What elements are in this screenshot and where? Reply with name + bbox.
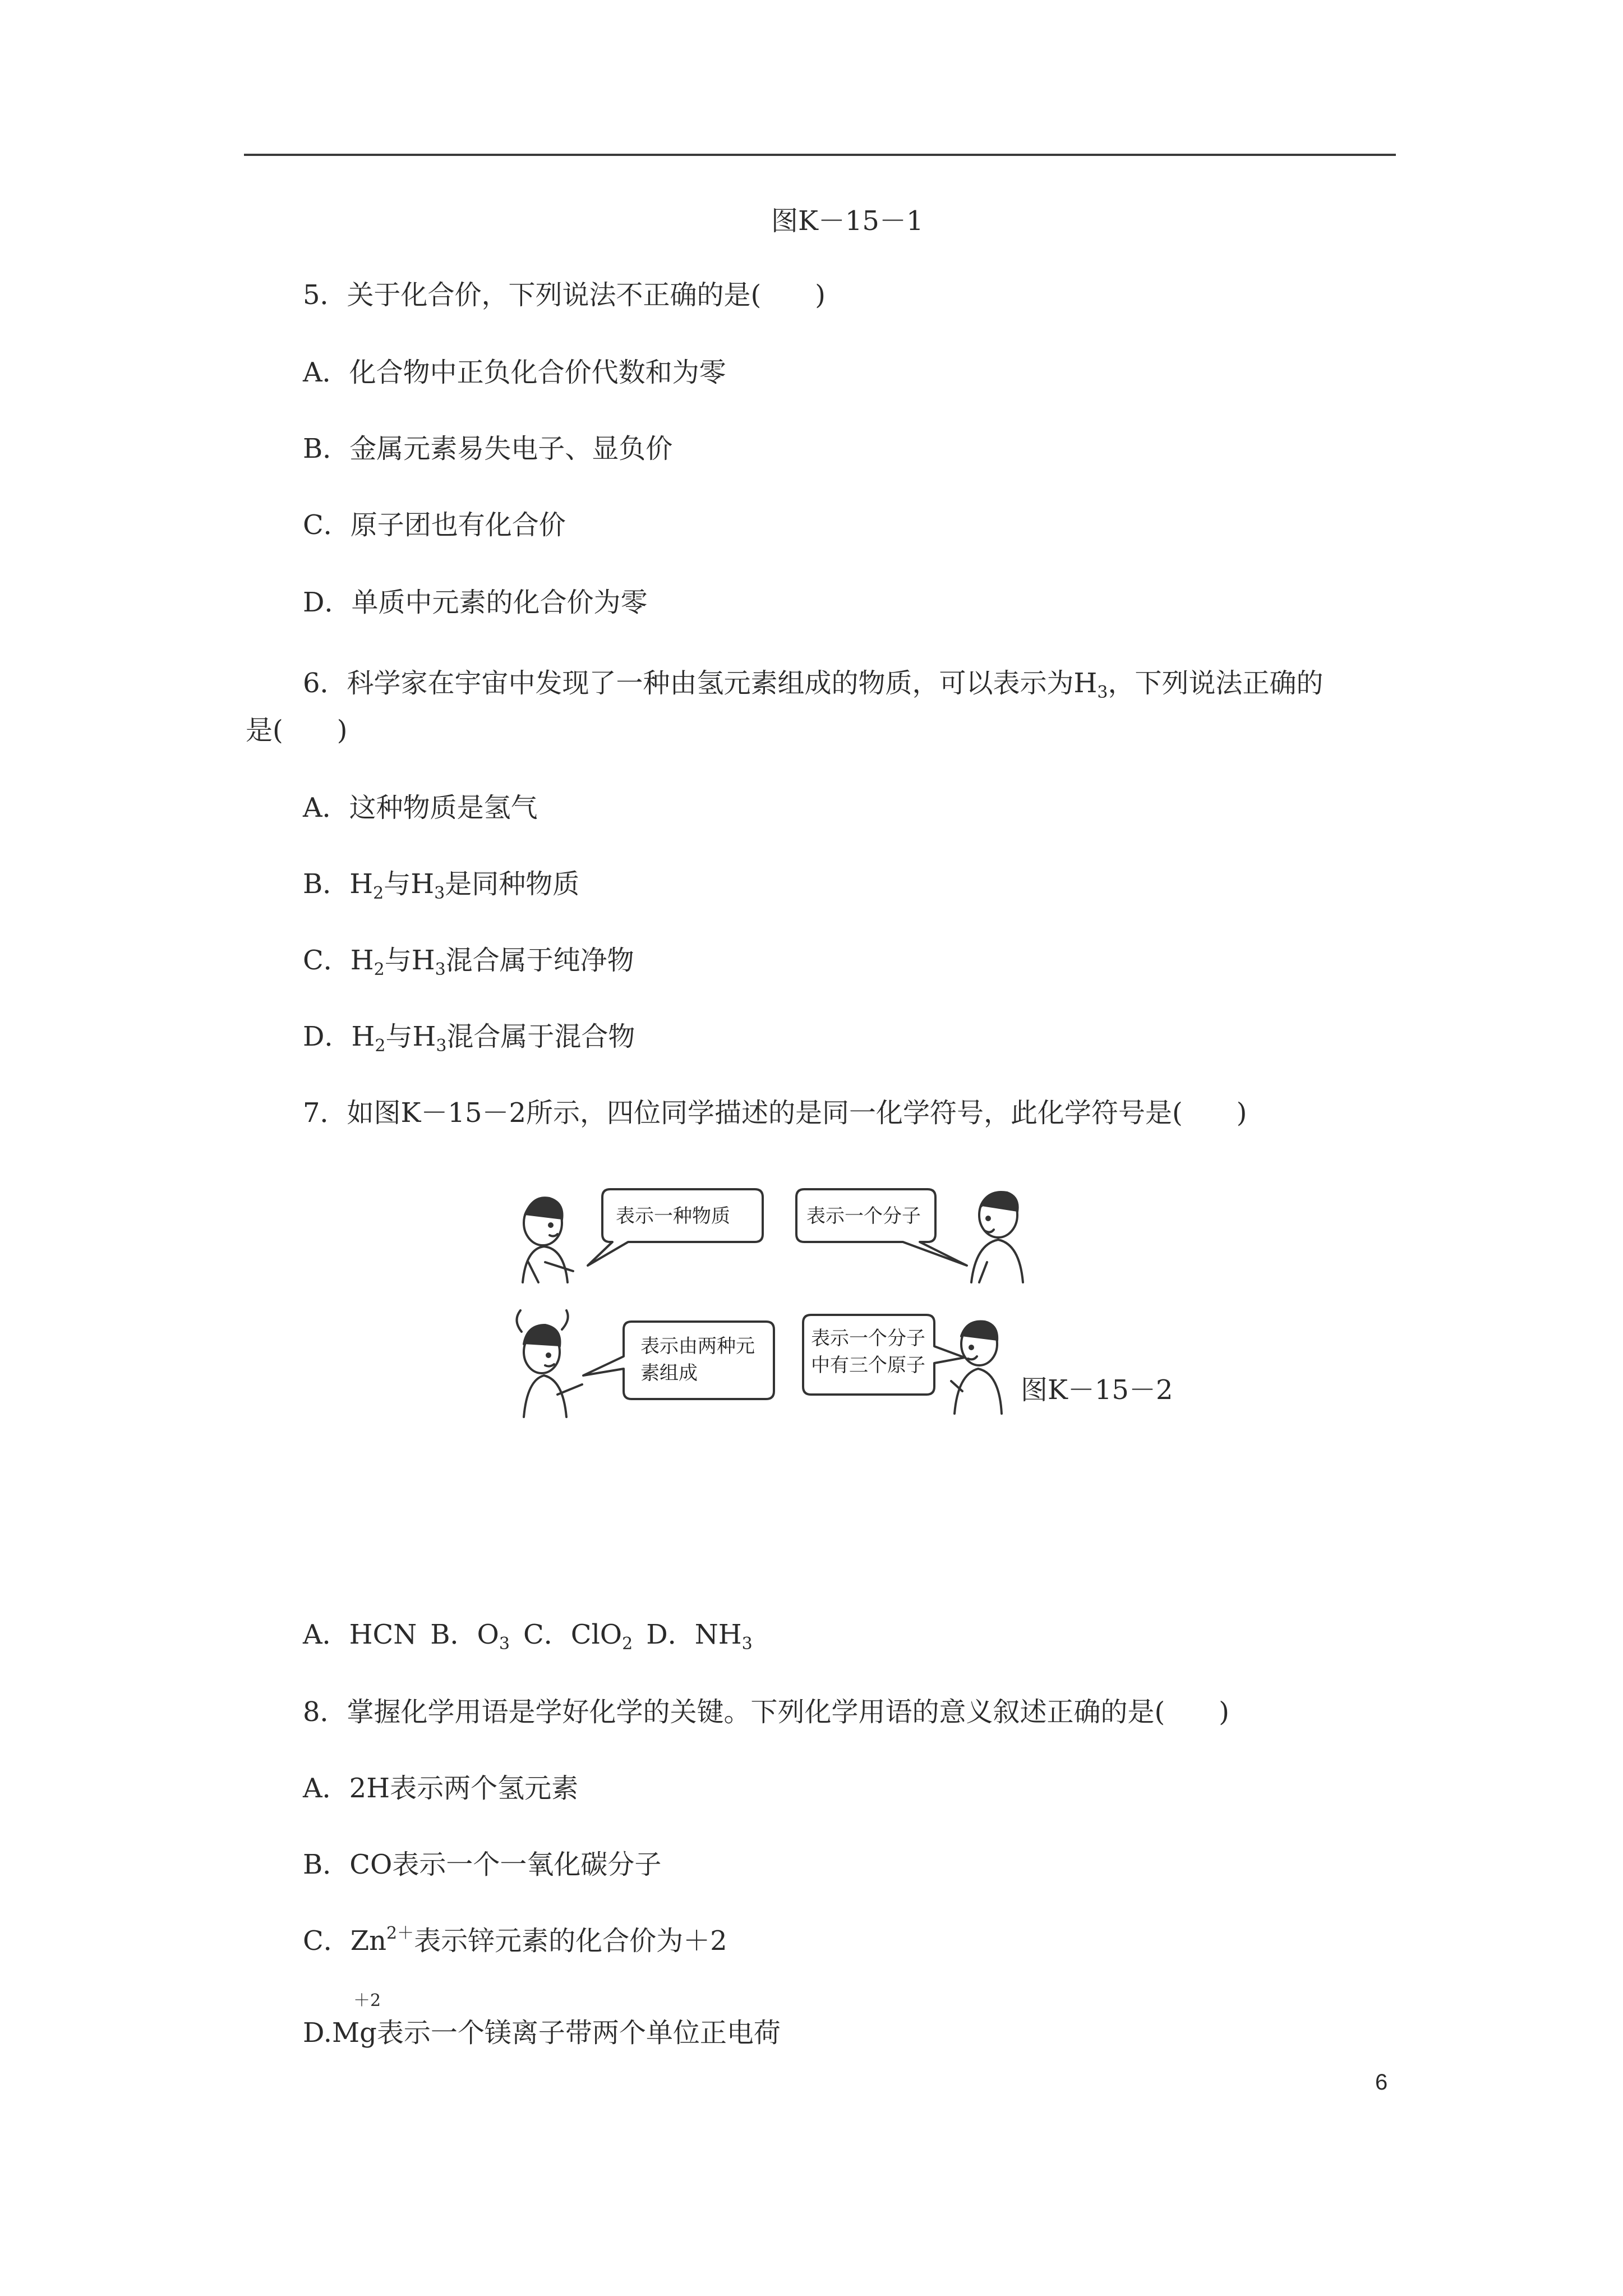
bubble-top-left-text: 表示一种物质 <box>616 1205 730 1227</box>
bubble-bottom-right-text-line1: 表示一个分子 <box>811 1327 925 1350</box>
q8-option-a: A．2H表示两个氢元素 <box>303 1773 579 1804</box>
valence-mark: ＋2 <box>353 1991 381 2010</box>
q8-option-c: C．$Zn^{2+}$表示锌元素的化合价为＋2 <box>303 1924 727 1957</box>
q8-option-d: D. ＋2 Mg表示一个镁离子带两个单位正电荷 <box>303 1991 781 2049</box>
q6-stem-line1: 6．科学家在宇宙中发现了一种由氢元素组成的物质，可以表示为$H_3$，下列说法正确的 <box>303 668 1324 702</box>
q5-option-d: D．单质中元素的化合价为零 <box>303 587 648 618</box>
q7-options: A．HCN B．$O_3$ C．ClO$_2$ D．$NH_3$ <box>303 1619 753 1654</box>
bubble-bottom-right-text-line2: 中有三个原子 <box>811 1354 925 1377</box>
student-bottom-left-figure <box>517 1310 582 1417</box>
student-bottom-right-figure <box>951 1322 1002 1414</box>
q5-option-b: B．金属元素易失电子、显负价 <box>303 433 673 464</box>
q6-option-c: C．$H_2$与$H_3$混合属于纯净物 <box>303 945 634 979</box>
figure-caption-k15-2: 图K－15－2 <box>1021 1374 1173 1406</box>
page-number: 6 <box>1375 2070 1388 2095</box>
students-illustration <box>510 1178 1071 1425</box>
bubble-bottom-left-text-line2: 素组成 <box>640 1362 698 1384</box>
bubble-bottom-left-text-line1: 表示由两种元 <box>640 1335 755 1358</box>
q5-stem: 5．关于化合价，下列说法不正确的是( ) <box>303 279 826 311</box>
q6-option-b: B．$H_2$与$H_3$是同种物质 <box>303 868 580 903</box>
q5-option-c: C．原子团也有化合价 <box>303 509 566 541</box>
q6-stem-line2: 是( ) <box>246 715 348 746</box>
q7-stem: 7．如图K－15－2所示，四位同学描述的是同一化学符号，此化学符号是( ) <box>303 1097 1247 1129</box>
q8-stem: 8．掌握化学用语是学好化学的关键。下列化学用语的意义叙述正确的是( ) <box>303 1696 1229 1728</box>
q8-option-b: B．CO表示一个一氧化碳分子 <box>303 1849 662 1880</box>
student-top-left-figure <box>523 1198 573 1282</box>
q6-option-d: D．$H_2$与$H_3$混合属于混合物 <box>303 1021 635 1056</box>
figure-caption-k15-1: 图K－15－1 <box>771 205 924 237</box>
header-rule <box>244 154 1396 156</box>
q6-option-a: A．这种物质是氢气 <box>303 792 538 823</box>
bubble-top-right-text: 表示一个分子 <box>806 1205 921 1227</box>
figure-k15-2 <box>510 1178 1071 1425</box>
q5-option-a: A．化合物中正负化合价代数和为零 <box>303 357 726 388</box>
student-top-right-figure <box>971 1192 1023 1282</box>
